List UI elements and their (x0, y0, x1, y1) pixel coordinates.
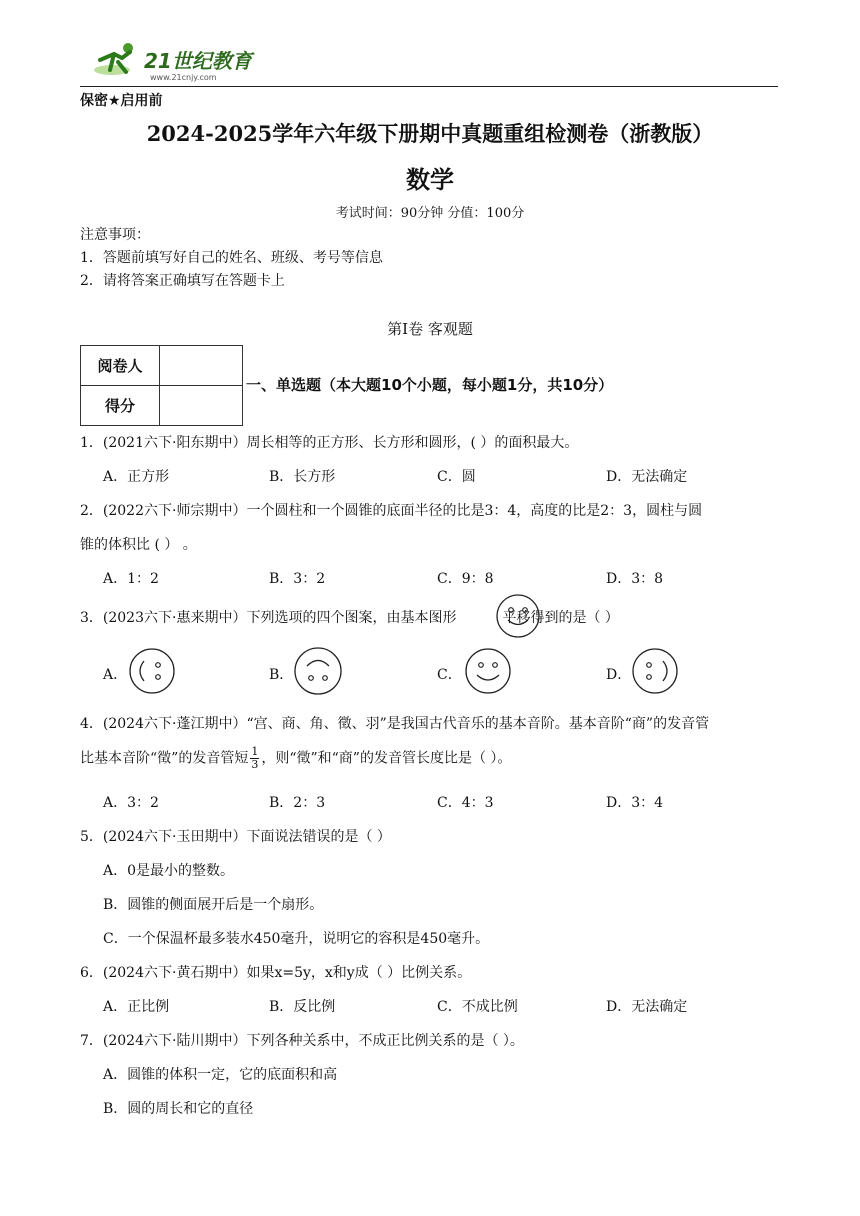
header-rule (80, 86, 778, 87)
runner-logo-icon (92, 40, 262, 82)
q5-option-b: B．圆锥的侧面展开后是一个扇形。 (103, 897, 324, 913)
q1-option-b: B．长方形 (269, 469, 336, 485)
base-smiley-icon (495, 593, 541, 639)
question-4-text: 4．(2024六下·蓬江期中）“宫、商、角、徵、羽”是我国古代音乐的基本音阶。基本音阶“商”的发音管 (80, 716, 710, 732)
q3-option-b: B． (269, 667, 294, 683)
q6-option-d: D．无法确定 (606, 999, 688, 1015)
q4-option-b: B．2：3 (269, 795, 326, 811)
q1-option-a: A．正方形 (103, 469, 170, 485)
option-a-rotated-smiley-icon (127, 647, 177, 695)
confidential-label: 保密★启用前 (80, 93, 163, 109)
question-7-text: 7．(2024六下·陆川期中）下列各种关系中，不成正比例关系的是（ ）。 (80, 1033, 524, 1049)
q7-option-b: B．圆的周长和它的直径 (103, 1101, 254, 1117)
q6-option-c: C．不成比例 (437, 999, 518, 1015)
question-4-text-before: 比基本音阶“徵”的发音管短 (80, 750, 249, 767)
q3-option-d: D． (606, 667, 632, 683)
question-6-text: 6．(2024六下·黄石期中）如果x=5y，x和y成（ ）比例关系。 (80, 965, 472, 981)
note-item: 1．答题前填写好自己的姓名、班级、考号等信息 (80, 250, 383, 266)
q2-option-a: A．1：2 (103, 571, 159, 587)
score-field[interactable] (160, 386, 243, 426)
q5-option-a: A．0是最小的整数。 (103, 863, 235, 879)
q5-option-c: C．一个保温杯最多装水450毫升，说明它的容积是450毫升。 (103, 931, 490, 947)
option-c-upright-smiley-icon (464, 647, 512, 695)
logo-url: www.21cnjy.com (150, 73, 217, 82)
note-item: 2．请将答案正确填写在答题卡上 (80, 273, 285, 289)
question-4-text-after: ，则“徵”和“商”的发音管长度比是（ ）。 (261, 750, 512, 767)
question-1-text: 1．(2021六下·阳东期中）周长相等的正方形、长方形和圆形，( ）的面积最大。 (80, 435, 579, 451)
q3-option-c: C． (437, 667, 462, 683)
score-table (80, 345, 243, 426)
q4-option-a: A．3：2 (103, 795, 159, 811)
question-5-text: 5．(2024六下·玉田期中）下面说法错误的是（ ） (80, 829, 391, 845)
fraction (250, 746, 259, 771)
option-d-rotated-smiley-icon (630, 647, 680, 695)
question-4-text-cont (80, 746, 511, 771)
reviewer-field[interactable] (160, 346, 243, 386)
subject-title: 数学 (406, 166, 454, 194)
score-label: 得分 (81, 386, 160, 426)
q4-option-c: C．4：3 (437, 795, 494, 811)
section-heading: 一、单选题（本大题10个小题，每小题1分，共10分） (246, 376, 614, 394)
fraction-denominator: 3 (251, 758, 259, 771)
logo-text: 21世纪教育 (144, 49, 252, 73)
question-3-text-after: 平移得到的是（ ） (502, 610, 619, 626)
paper-title: 2024-2025学年六年级下册期中真题重组检测卷（浙教版） (146, 121, 714, 146)
q1-option-c: C．圆 (437, 469, 476, 485)
volume-title: 第Ⅰ卷 客观题 (387, 320, 473, 338)
q2-option-d: D．3：8 (606, 571, 664, 587)
q3-option-a: A． (103, 667, 128, 683)
q2-option-b: B．3：2 (269, 571, 326, 587)
reviewer-label: 阅卷人 (81, 346, 160, 386)
q6-option-a: A．正比例 (103, 999, 170, 1015)
site-logo (92, 40, 262, 82)
q2-option-c: C．9：8 (437, 571, 494, 587)
q1-option-d: D．无法确定 (606, 469, 688, 485)
q4-option-d: D．3：4 (606, 795, 664, 811)
notes-heading: 注意事项： (80, 227, 150, 243)
question-2-text: 2．(2022六下·师宗期中）一个圆柱和一个圆锥的底面半径的比是3：4，高度的比是2：3，圆柱与圆 (80, 503, 703, 519)
q6-option-b: B．反比例 (269, 999, 336, 1015)
question-3-text-before: 3．(2023六下·惠来期中）下列选项的四个图案，由基本图形 (80, 610, 457, 626)
fraction-numerator: 1 (251, 745, 259, 758)
option-b-upside-down-smiley-icon (293, 646, 343, 696)
q7-option-a: A．圆锥的体积一定，它的底面积和高 (103, 1067, 338, 1083)
question-2-text-cont: 锥的体积比 ( ） 。 (80, 537, 197, 553)
exam-info: 考试时间：90分钟 分值：100分 (335, 206, 525, 221)
